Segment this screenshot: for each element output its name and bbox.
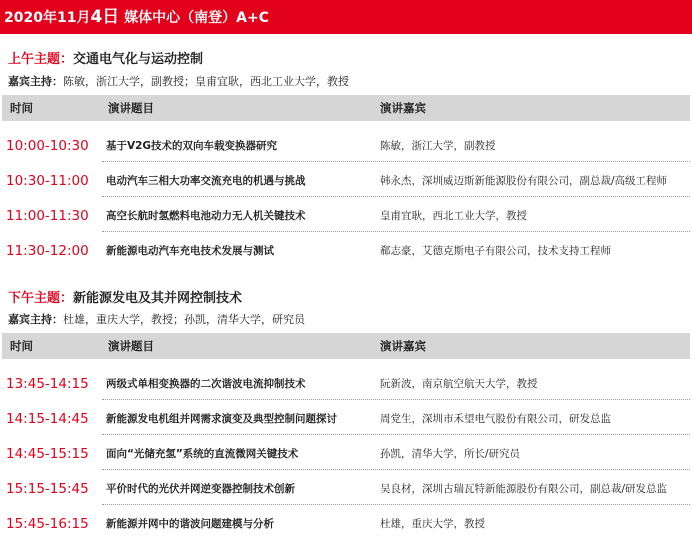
- row-topic: 电动汽车三相大功率交流充电的机遇与挑战: [106, 175, 306, 187]
- table-row: [2, 235, 690, 267]
- col-time-header: 时间: [10, 339, 33, 353]
- table-row: [2, 438, 690, 470]
- table-row: [2, 403, 690, 435]
- col-topic-header: 演讲题目: [108, 339, 154, 353]
- row-topic: 新能源电动汽车充电技术发展与测试: [106, 245, 274, 257]
- col-topic-header: 演讲题目: [108, 101, 154, 115]
- row-time: 15:15-15:45: [6, 481, 89, 497]
- afternoon-theme-label: 下午主题：: [8, 291, 74, 306]
- morning-theme-title: 交通电气化与运动控制: [73, 52, 204, 67]
- morning-table-header: [2, 95, 690, 121]
- morning-host-text: 陈敏，浙江大学，副教授；皇甫宜耿，西北工业大学，教授: [63, 75, 349, 88]
- row-speaker: 郗志豪，艾德克斯电子有限公司，技术支持工程师: [380, 245, 611, 257]
- row-time: 14:15-14:45: [6, 411, 89, 427]
- row-topic: 面向“光储充氢”系统的直流微网关键技术: [106, 448, 299, 460]
- row-speaker: 阮新波，南京航空航天大学，教授: [380, 378, 538, 390]
- venue-name: 媒体中心（南登）A+C: [124, 10, 270, 26]
- row-topic: 基于V2G技术的双向车载变换器研究: [106, 140, 278, 152]
- date-day: 4日: [90, 7, 120, 27]
- morning-theme-label: 上午主题：: [8, 52, 74, 67]
- row-time: 11:00-11:30: [6, 208, 89, 224]
- row-time: 13:45-14:15: [6, 376, 89, 392]
- table-row: [2, 473, 690, 505]
- row-time: 14:45-15:15: [6, 446, 89, 462]
- afternoon-host: [8, 311, 305, 327]
- row-topic: 两级式单相变换器的二次谐波电流抑制技术: [106, 378, 306, 390]
- row-topic: 平价时代的光伏并网逆变器控制技术创新: [106, 483, 295, 495]
- table-row: [2, 130, 690, 162]
- morning-host-label: 嘉宾主持：: [8, 75, 63, 88]
- row-speaker: 孙凯，清华大学，所长/研究员: [380, 448, 521, 460]
- row-speaker: 陈敏，浙江大学，副教授: [380, 140, 496, 152]
- table-row: [2, 368, 690, 400]
- table-row: [2, 200, 690, 232]
- row-time: 10:30-11:00: [6, 173, 89, 189]
- afternoon-host-text: 杜雄，重庆大学，教授；孙凯，清华大学，研究员: [63, 313, 305, 326]
- morning-theme: [8, 48, 203, 67]
- row-topic: 新能源并网中的谐波问题建模与分析: [106, 518, 274, 530]
- row-divider: [102, 434, 690, 435]
- row-divider: [102, 399, 690, 400]
- row-topic: 高空长航时氢燃料电池动力无人机关键技术: [106, 210, 306, 222]
- table-row: [2, 508, 690, 540]
- row-speaker: 韩永杰，深圳威迈斯新能源股份有限公司，副总裁/高级工程师: [380, 175, 668, 187]
- row-speaker: 皇甫宜耿，西北工业大学，教授: [380, 210, 527, 222]
- row-topic: 新能源发电机组并网需求演变及典型控制问题探讨: [106, 413, 337, 425]
- row-divider: [102, 231, 690, 232]
- col-time-header: 时间: [10, 101, 33, 115]
- afternoon-theme-title: 新能源发电及其并网控制技术: [73, 291, 243, 306]
- row-speaker: 杜雄，重庆大学，教授: [380, 518, 485, 530]
- afternoon-theme: [8, 287, 242, 306]
- row-divider: [102, 469, 690, 470]
- afternoon-table-header: [2, 333, 690, 359]
- row-time: 11:30-12:00: [6, 243, 89, 259]
- row-divider: [102, 161, 690, 162]
- row-time: 15:45-16:15: [6, 516, 89, 532]
- row-speaker: 吴良材，深圳古瑞瓦特新能源股份有限公司，副总裁/研发总监: [380, 483, 668, 495]
- row-time: 10:00-10:30: [6, 138, 89, 154]
- row-divider: [102, 504, 690, 505]
- table-row: [2, 165, 690, 197]
- afternoon-host-label: 嘉宾主持：: [8, 313, 63, 326]
- col-speaker-header: 演讲嘉宾: [380, 339, 426, 353]
- row-speaker: 周党生，深圳市禾望电气股份有限公司，研发总监: [380, 413, 611, 425]
- row-divider: [102, 196, 690, 197]
- morning-host: [8, 73, 349, 89]
- date-prefix: 2020年11月: [4, 10, 91, 26]
- date-venue-banner: [0, 0, 692, 34]
- col-speaker-header: 演讲嘉宾: [380, 101, 426, 115]
